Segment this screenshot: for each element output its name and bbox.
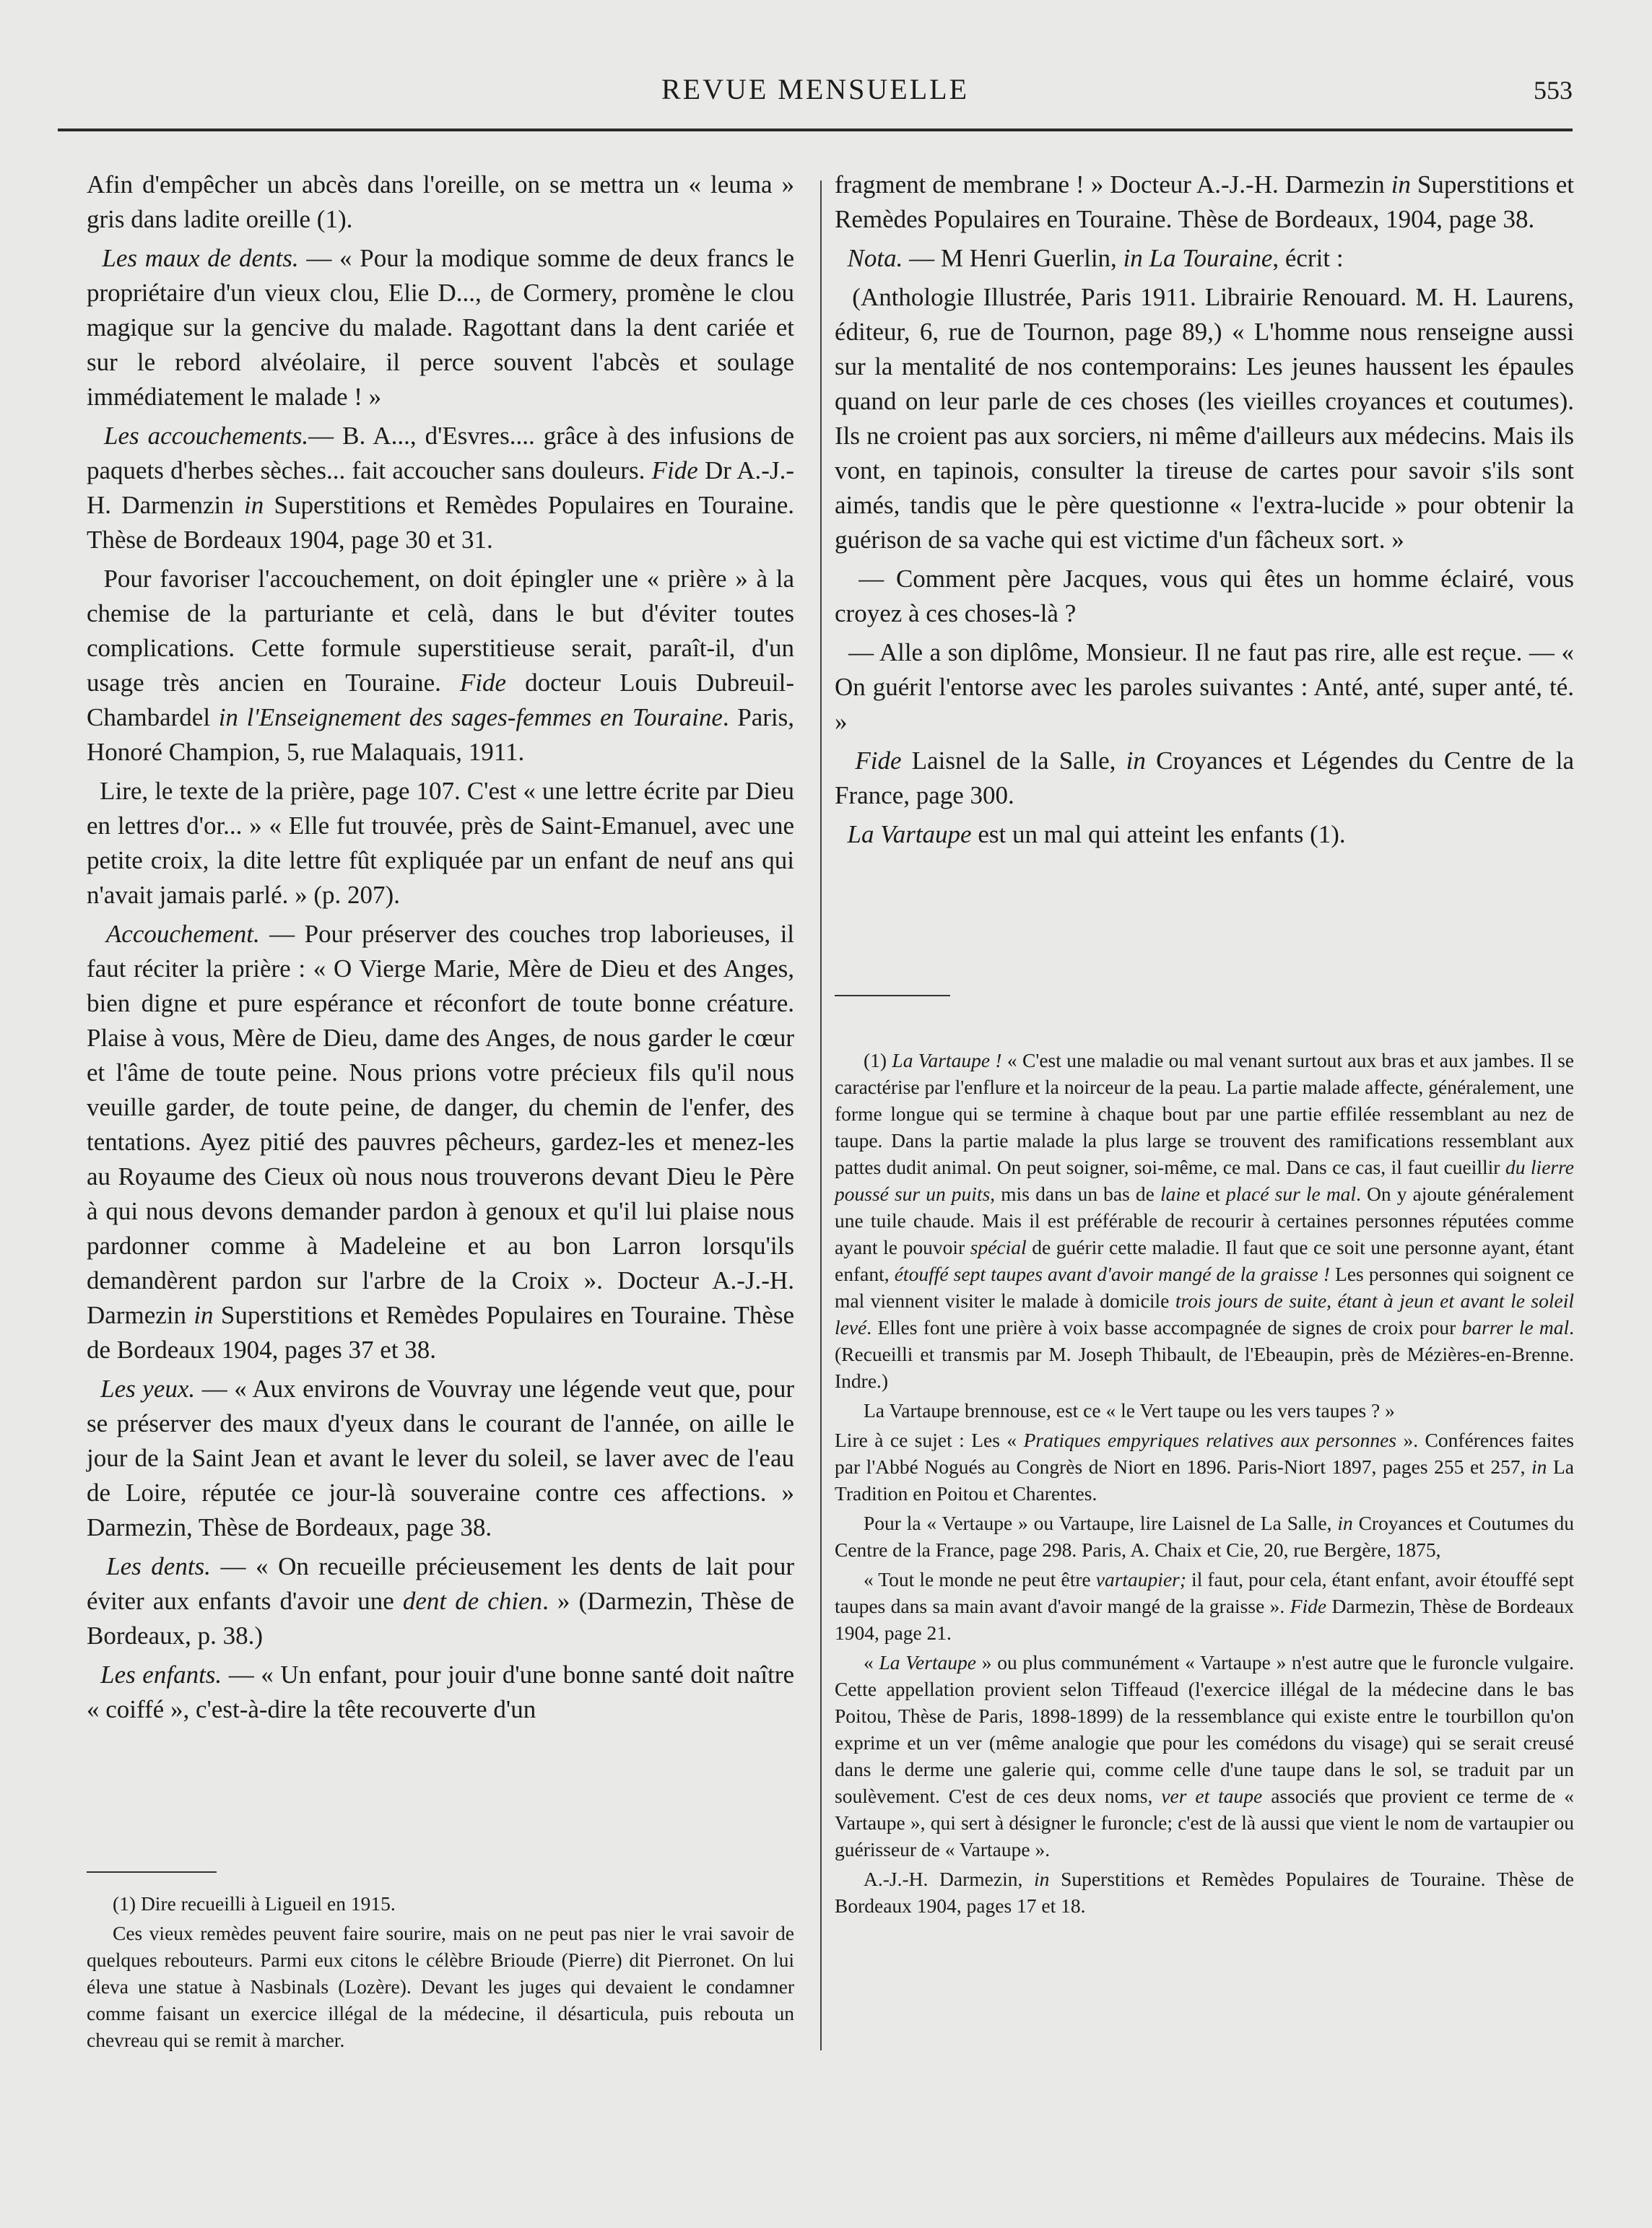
footnote-rule: [87, 1871, 217, 1873]
paragraph: La Vartaupe est un mal qui atteint les enfants (1).: [847, 820, 1346, 848]
footnote: « La Vertaupe » ou plus communément « Vartaupe » n'est autre que le furoncle vulgaire. Cette appellation provient selon Tiffeaud (l'exercice illégal de la médecine dans le bas Poitou, Thèse de Paris, 1898-1899) de la ressemblance qui existe entre le tourbillon qu'on exprime et un ver (même analogie que pour les comédons du visage) qui se serait creusé dans le derme une galerie qui, comme celle d'une taupe dans le sol, se traduit par un soulèvement. C'est de ces deux noms, ver et taupe associés que provient ce terme de « Vartaupe », qui sert à désigner le furoncle; c'est de là aussi que vient le nom de vartaupier ou guérisseur de « Vartaupe ».: [835, 1651, 1575, 1861]
footnote: La Vartaupe brennouse, est ce « le Vert taupe ou les vers taupes ? »: [864, 1399, 1395, 1422]
left-footnotes: [87, 1890, 794, 2056]
column-separator: [820, 180, 822, 2050]
footnote: Pour la « Vertaupe » ou Vartaupe, lire Laisnel de La Salle, in Croyances et Coutumes du Centre de la France, page 298. Paris, A. Chaix et Cie, 20, rue Bergère, 1875,: [835, 1512, 1574, 1561]
paragraph: — Alle a son diplôme, Monsieur. Il ne faut pas rire, alle est reçue. — « On guérit l'entorse avec les paroles suivantes : Anté, anté, super anté, té. »: [835, 638, 1575, 736]
paragraph: Fide Laisnel de la Salle, in Croyances et Légendes du Centre de la France, page 300.: [835, 747, 1574, 809]
journal-title: REVUE MENSUELLE: [661, 73, 970, 105]
footnote-rule: [835, 995, 950, 996]
header-rule: [58, 129, 1573, 131]
footnote: « Tout le monde ne peut être vartaupier; il faut, pour cela, étant enfant, avoir étouffé sept taupes dans sa main avant d'avoir mangé de la graisse ». Fide Darmezin, Thèse de Bordeaux 1904, page 21.: [835, 1568, 1574, 1644]
footnote: (1) Dire recueilli à Ligueil en 1915.: [113, 1892, 396, 1915]
paragraph: Lire, le texte de la prière, page 107. C'est « une lettre écrite par Dieu en lettres d'or... » « Elle fut trouvée, près de Saint-Emanuel, avec une petite croix, la dite lettre fût expliquée par un enfant de neuf ans qui n'avait jamais parlé. » (p. 207).: [87, 777, 795, 909]
paragraph: Les maux de dents. — « Pour la modique somme de deux francs le propriétaire d'un vieux clou, Elie D..., de Cormery, promène le clou magique sur la gencive du malade. Ragottant dans la dent cariée et sur le rebord alvéolaire, il perce souvent l'abcès et soulage immédiatement le malade ! »: [87, 244, 794, 411]
paragraph: Les accouchements.— B. A..., d'Esvres.... grâce à des infusions de paquets d'herbes sèches... fait accoucher sans douleurs. Fide Dr A.-J.-H. Darmenzin in Superstitions et Remèdes Populaires en Touraine. Thèse de Bordeaux 1904, page 30 et 31.: [87, 422, 795, 554]
footnote: Lire à ce sujet : Les « Pratiques empyriques relatives aux personnes ». Conférences faites par l'Abbé Nogués au Congrès de Niort en 1896. Paris-Niort 1897, pages 255 et 257, in La Tradition en Poitou et Charentes.: [835, 1429, 1574, 1505]
paragraph: Les dents. — « On recueille précieusement les dents de lait pour éviter aux enfants d'avoir une dent de chien. » (Darmezin, Thèse de Bordeaux, p. 38.): [87, 1552, 795, 1650]
left-column: [87, 167, 794, 1731]
footnote: Ces vieux remèdes peuvent faire sourire, mais on ne peut pas nier le vrai savoir de quelques rebouteurs. Parmi eux citons le célèbre Brioude (Pierre) dit Pierronet. On lui éleva une statue à Nasbinals (Lozère). Devant les juges qui devaient le condamner comme faisant un exercice illégal de la médecine, il désarticula, puis rebouta un chevreau qui se remit à marcher.: [87, 1922, 794, 2051]
paragraph: Nota. — M Henri Guerlin, in La Touraine, écrit :: [847, 244, 1344, 272]
paragraph: Afin d'empêcher un abcès dans l'oreille, on se mettra un « leuma » gris dans ladite oreille (1).: [87, 170, 794, 233]
right-column: [835, 167, 1574, 856]
paragraph: Accouchement. — Pour préserver des couches trop laborieuses, il faut réciter la prière : « O Vierge Marie, Mère de Dieu et des Anges, bien digne et pure espérance et réconfort de toute bonne créature. Plaise à vous, Mère de Dieu, dame des Anges, de nous garder le cœur et l'âme de toute peine. Nous prions votre précieux fils qu'il nous veuille garder, de toute peine, de danger, du chemin de l'enfer, des tentations. Ayez pitié des pauvres pêcheurs, gardez-les et menez-les au Royaume des Cieux où nous nous trouverons devant Dieu le Père à qui nous devons demander pardon à genoux et qu'il lui plaise nous pardonner comme à Madeleine et au bon Larron lorsqu'ils demandèrent pardon sur l'arbre de la Croix ». Docteur A.-J.-H. Darmezin in Superstitions et Remèdes Populaires en Touraine. Thèse de Bordeaux 1904, pages 37 et 38.: [87, 920, 795, 1364]
paragraph: Les enfants. — « Un enfant, pour jouir d'une bonne santé doit naître « coiffé », c'est-à-dire la tête recouverte d'un: [87, 1661, 794, 1723]
paragraph: fragment de membrane ! » Docteur A.-J.-H. Darmezin in Superstitions et Remèdes Populaires en Touraine. Thèse de Bordeaux, 1904, page 38.: [835, 170, 1574, 233]
paragraph: Les yeux. — « Aux environs de Vouvray une légende veut que, pour se préserver des maux d'yeux dans le courant de l'année, on aille le jour de la Saint Jean et avant le lever du soleil, se laver avec de l'eau de Loire, réputée ce jour-là souveraine contre ces affections. » Darmezin, Thèse de Bordeaux, page 38.: [87, 1375, 794, 1541]
footnote: A.-J.-H. Darmezin, in Superstitions et Remèdes Populaires de Touraine. Thèse de Bordeaux 1904, pages 17 et 18.: [835, 1868, 1574, 1917]
page-number: 553: [1534, 76, 1573, 105]
running-header: [58, 72, 1573, 116]
right-footnotes: [835, 1047, 1574, 1922]
paragraph: Pour favoriser l'accouchement, on doit épingler une « prière » à la chemise de la parturiante et celà, dans le but d'éviter toutes complications. Cette formule superstitieuse serait, paraît-il, d'un usage très ancien en Touraine. Fide docteur Louis Dubreuil-Chambardel in l'Enseignement des sages-femmes en Touraine. Paris, Honoré Champion, 5, rue Malaquais, 1911.: [87, 565, 795, 766]
paragraph: — Comment père Jacques, vous qui êtes un homme éclairé, vous croyez à ces choses-là ?: [835, 565, 1574, 627]
footnote: (1) La Vartaupe ! « C'est une maladie ou mal venant surtout aux bras et aux jambes. Il se caractérise par l'enflure et la noirceur de la peau. La partie malade affecte, généralement, une forme longue qui se termine à chaque bout par une partie effilée ressemblant au nez de taupe. Dans la partie malade la plus large se trouvent des ramifications ressemblant aux pattes dudit animal. On peut soigner, soi-même, ce mal. Dans ce cas, il faut cueillir du lierre poussé sur un puits, mis dans un bas de laine et placé sur le mal. On y ajoute généralement une tuile chaude. Mais il est préférable de recourir à certaines personnes réputées comme ayant le pouvoir spécial de guérir cette maladie. Il faut que ce soit une personne ayant, étant enfant, étouffé sept taupes avant d'avoir mangé de la graisse ! Les personnes qui soignent ce mal viennent visiter le malade à domicile trois jours de suite, étant à jeun et avant le soleil levé. Elles font une prière à voix basse accompagnée de signes de croix pour barrer le mal. (Recueilli et transmis par M. Joseph Thibault, de l'Ebeaupin, près de Mézières-en-Brenne. Indre.): [835, 1049, 1574, 1392]
paragraph: (Anthologie Illustrée, Paris 1911. Librairie Renouard. M. H. Laurens, éditeur, 6, rue de Tournon, page 89,) « L'homme nous renseigne aussi sur la mentalité de nos contemporains: Les jeunes haussent les épaules quand on leur parle de ces choses (les vieilles croyances et coutumes). Ils ne croient pas aux sorciers, ni même d'ailleurs aux médecins. Mais ils vont, en tapinois, consulter la tireuse de cartes pour savoir s'ils sont aimés, tandis que le père questionne « l'extra-lucide » pour obtenir la guérison de sa vache qui est victime d'un fâcheux sort. »: [835, 283, 1575, 554]
